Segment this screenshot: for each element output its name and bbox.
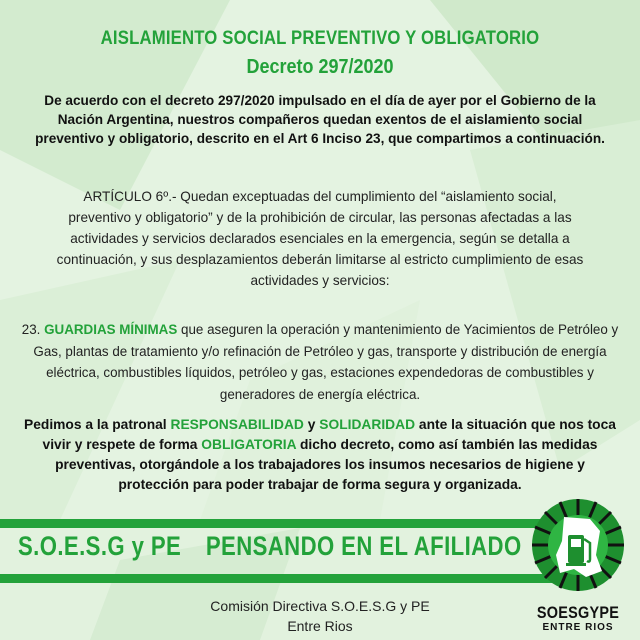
closing-part-2: y <box>307 417 316 432</box>
decree-subtitle: Decreto 297/2020 <box>246 56 394 78</box>
footer-line-2: Entre Rios <box>287 618 353 634</box>
divider-top <box>0 519 575 528</box>
logo-region: ENTRE RIOS <box>542 622 614 633</box>
divider-bottom <box>0 574 575 583</box>
clause-highlight: GUARDIAS MÍNIMAS <box>44 322 178 337</box>
article-paragraph: ARTÍCULO 6º.- Quedan exceptuadas del cumplimiento del “aislamiento social, preventivo y obligatorio” y de la prohibición de circular, las personas afectadas a las actividades y servicios declarados esenciales en la emergencia, según se detalla a continuación, y sus desplazamientos deberán limitarse al estricto cumplimiento de esas actividades y servicios: <box>56 189 584 288</box>
clause-number: 23. <box>21 322 41 337</box>
closing-part-1: Pedimos a la patronal <box>24 417 167 432</box>
clause-text: que aseguren la operación y mantenimiento de Yacimientos de Petróleo y Gas, plantas de tratamiento y/o refinación de Petróleo y gas, transporte y distribución de energía eléctrica, combustibles líquidos, petróleo y gas, estaciones expendedoras de combustibles y generadores de energía eléctrica. <box>33 322 619 402</box>
closing-part-4: dicho decreto, como así también las medidas preventivas, otorgándole a los trabajadores los insumos necesarios de higiene y protección para poder trabajar de forma segura y organizada. <box>55 437 598 492</box>
intro-paragraph: De acuerdo con el decreto 297/2020 impulsado en el día de ayer por el Gobierno de la Nación Argentina, nuestros compañeros quedan exentos de el aislamiento social preventivo y obligatorio, descrito en el Art 6 Inciso 23, que compartimos a continuación. <box>35 93 605 146</box>
page-title: AISLAMIENTO SOCIAL PREVENTIVO Y OBLIGATORIO <box>100 28 540 49</box>
footer <box>170 596 470 636</box>
banner-text: PENSANDO EN EL AFILIADO <box>205 531 522 561</box>
closing-highlight-1: RESPONSABILIDAD <box>170 417 304 432</box>
banner-slogan <box>18 531 522 562</box>
clause-paragraph <box>18 319 622 405</box>
closing-highlight-3: OBLIGATORIA <box>201 437 297 452</box>
logo-name: SOESGYPE <box>536 603 620 622</box>
footer-line-1: Comisión Directiva S.O.E.S.G y PE <box>210 598 430 614</box>
union-logo <box>530 497 626 597</box>
closing-part-3: ante la situación que nos toca vivir y respete de forma <box>42 417 616 452</box>
banner-union: S.O.E.S.G y PE <box>18 531 182 561</box>
closing-paragraph <box>22 415 618 495</box>
closing-highlight-2: SOLIDARIDAD <box>319 417 416 432</box>
